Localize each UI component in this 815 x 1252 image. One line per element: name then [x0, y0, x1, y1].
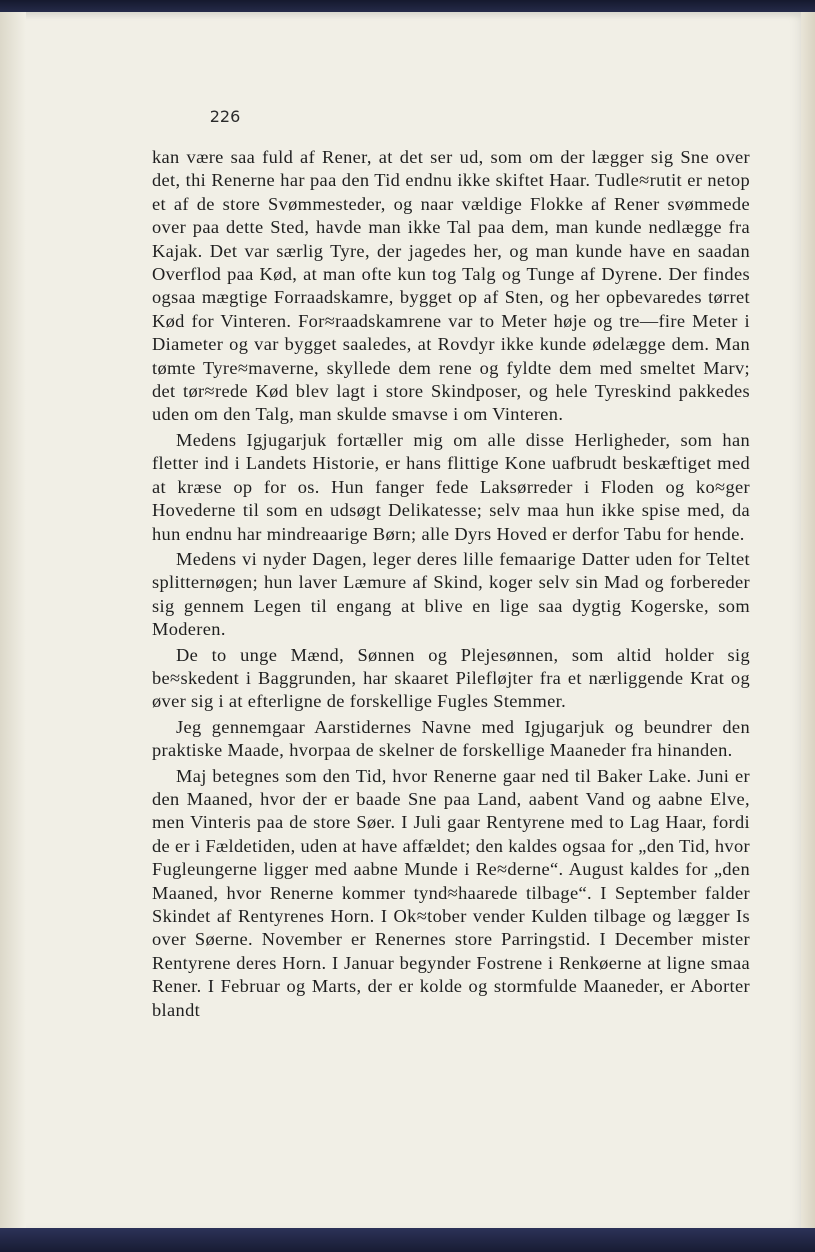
paragraph-5: Jeg gennemgaar Aarstidernes Navne med Igjugarjuk og beundrer den praktiske Maade, hvorpaa de skelner de forskellige Maaneder fra hinanden.: [152, 716, 750, 761]
page-stack-edge: [801, 12, 815, 1234]
page-number: 226: [209, 107, 241, 126]
paragraph-1: kan være saa fuld af Rener, at det ser ud, som om der lægger sig Sne over det, thi Renerne har paa den Tid endnu ikke skiftet Haar. Tudle≈rutit er netop et af de store Svømmesteder, og naar vældige Flokke af Rener svømmede over paa dette Sted, havde man ikke Tal paa dem, man kunde nedlægge fra Kajak. Det var særlig Tyre, der jagedes her, og man kunde have en saadan Overflod paa Kød, at man ofte kun tog Talg og Tunge af Dyrene. Der findes ogsaa mægtige Forraadskamre, bygget op af Sten, og her opbevaredes tørret Kød for Vinteren. For≈raadskamrene var to Meter høje og tre—fire Meter i Diameter og var bygget saaledes, at Rovdyr ikke kunde ødelægge dem. Man tømte Tyre≈maverne, skyllede dem rene og fyldte dem med smeltet Marv; det tør≈rede Kød blev lagt i store Skindposer, og hele Tyreskind pakkedes uden om den Talg, man skulde smavse i om Vinteren.: [152, 147, 750, 425]
body-text: [152, 146, 750, 1022]
paragraph-4: De to unge Mænd, Sønnen og Plejesønnen, som altid holder sig be≈skedent i Baggrunden, har skaaret Pilefløjter fra et nærliggende Krat og øver sig i at efterligne de forskellige Fugles Stemmer.: [152, 644, 750, 712]
paragraph-3: Medens vi nyder Dagen, leger deres lille femaarige Datter uden for Teltet splitternøgen; hun laver Læmure af Skind, koger selv sin Mad og forbereder sig gennem Legen til engang at blive en lige saa dygtig Kogerske, som Moderen.: [152, 548, 750, 640]
page-gutter: [0, 12, 26, 1230]
paragraph-2: Medens Igjugarjuk fortæller mig om alle disse Herligheder, som han fletter ind i Landets Historie, er hans flittige Kone uafbrudt beskæftiget med at kræse op for os. Hun fanger fede Laksørreder i Floden og ko≈ger Hovederne til som en udsøgt Delikatesse; selv maa hun ikke spise med, da hun endnu har mindreaarige Børn; alle Dyrs Hoved er derfor Tabu for hende.: [152, 429, 750, 544]
page-number-wrapper: [0, 107, 815, 126]
scan-bottom-edge: [0, 1228, 815, 1252]
paragraph-6: Maj betegnes som den Tid, hvor Renerne gaar ned til Baker Lake. Juni er den Maaned, hvor der er baade Sne paa Land, aabent Vand og aabne Elve, men Vinteris paa de store Søer. I Juli gaar Rentyrene med to Lag Haar, fordi de er i Fældetiden, uden at have affældet; den kaldes ogsaa for „den Tid, hvor Fugleungerne ligger med aabne Munde i Re≈derne“. August kaldes for „den Maaned, hvor Renerne kommer tynd≈haarede tilbage“. I September falder Skindet af Rentyrenes Horn. I Ok≈tober vender Kulden tilbage og lægger Is over Søerne. November er Renernes store Parringstid. I December mister Rentyrene deres Horn. I Januar begynder Fostrene i Renkøerne at ligne smaa Rener. I Februar og Marts, der er kolde og stormfulde Maaneder, er Aborter blandt: [152, 765, 750, 1020]
